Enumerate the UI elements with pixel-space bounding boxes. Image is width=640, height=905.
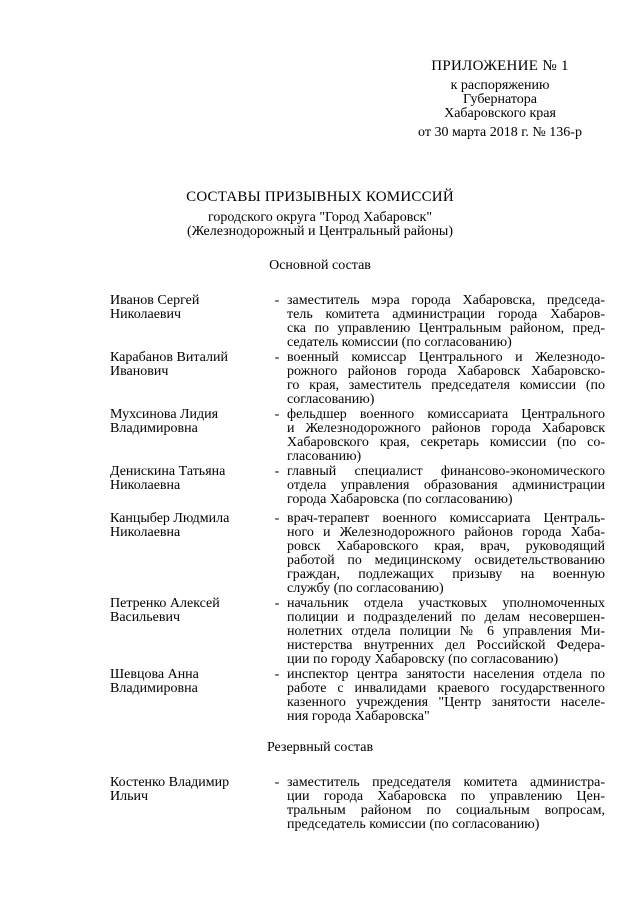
main-section-title: Основной состав bbox=[269, 258, 371, 273]
member-dash: - bbox=[274, 293, 280, 308]
member-dash: - bbox=[274, 667, 280, 682]
member-description: начальник отдела участковых уполномоченных полиции и подразделений по делам несовершен- нолетних отдела полиции № 6 управления Ми- нистерства внутренних дел Российской Федера- ции по городу Хабаровску (по согласованию) bbox=[287, 596, 605, 667]
appendix-line-1: к распоряжению bbox=[450, 78, 550, 93]
member-description: заместитель мэра города Хабаровска, председа- тель комитета администрации города Хабаров- ска по управлению Центральным районом, пред- седатель комиссии (по согласованию) bbox=[287, 293, 605, 350]
member-name: Петренко Алексей Васильевич bbox=[110, 596, 220, 625]
member-name: Иванов Сергей Николаевич bbox=[110, 293, 200, 322]
appendix-title: ПРИЛОЖЕНИЕ № 1 bbox=[431, 58, 569, 74]
member-name: Денискина Татьяна Николаевна bbox=[110, 464, 226, 493]
member-dash: - bbox=[274, 350, 280, 365]
appendix-line-3: Хабаровского края bbox=[444, 106, 556, 121]
member-name: Мухсинова Лидия Владимировна bbox=[110, 407, 219, 436]
member-description: инспектор центра занятости населения отдела по работе с инвалидами краевого государственного казенного учреждения "Центр занятости населе- ния города Хабаровска" bbox=[287, 667, 605, 724]
member-description: фельдшер военного комиссариата Центрального и Железнодорожного районов города Хабаровск Хабаровского края, секретарь комиссии (по со- гласованию) bbox=[287, 407, 605, 464]
member-description: военный комиссар Центрального и Железнодо- рожного районов города Хабаровск Хабаровско- го края, заместитель председателя комиссии (по согласованию) bbox=[287, 350, 605, 407]
member-dash: - bbox=[274, 775, 280, 790]
member-name: Костенко Владимир Ильич bbox=[110, 775, 230, 804]
member-dash: - bbox=[274, 596, 280, 611]
member-name: Карабанов Виталий Иванович bbox=[110, 350, 228, 379]
member-description: главный специалист финансово-экономического отдела управления образования администрации города Хабаровска (по согласованию) bbox=[287, 464, 605, 507]
member-dash: - bbox=[274, 464, 280, 479]
member-name: Шевцова Анна Владимировна bbox=[110, 667, 199, 696]
member-dash: - bbox=[274, 407, 280, 422]
member-description: врач-терапевт военного комиссариата Централь- ного и Железнодорожного районов города Хаба- ровск Хабаровского края, врач, руководящий работой по медицинскому освидетельствованию граждан, подлежащих призыву на военную службу (по согласованию) bbox=[287, 511, 605, 596]
member-description: заместитель председателя комитета администра- ции города Хабаровска по управлению Цен- тральным районом по социальным вопросам, председатель комиссии (по согласованию) bbox=[287, 775, 605, 832]
document-title: СОСТАВЫ ПРИЗЫВНЫХ КОМИССИЙ bbox=[186, 189, 454, 205]
appendix-line-4: от 30 марта 2018 г. № 136-р bbox=[418, 125, 582, 140]
appendix-line-2: Губернатора bbox=[462, 92, 538, 107]
member-dash: - bbox=[274, 511, 280, 526]
reserve-section-title: Резервный состав bbox=[266, 740, 374, 755]
document-subtitle-1: городского округа "Город Хабаровск" bbox=[207, 210, 433, 225]
member-name: Канцыбер Людмила Николаевна bbox=[110, 511, 230, 540]
document-subtitle-2: (Железнодорожный и Центральный районы) bbox=[187, 224, 453, 239]
